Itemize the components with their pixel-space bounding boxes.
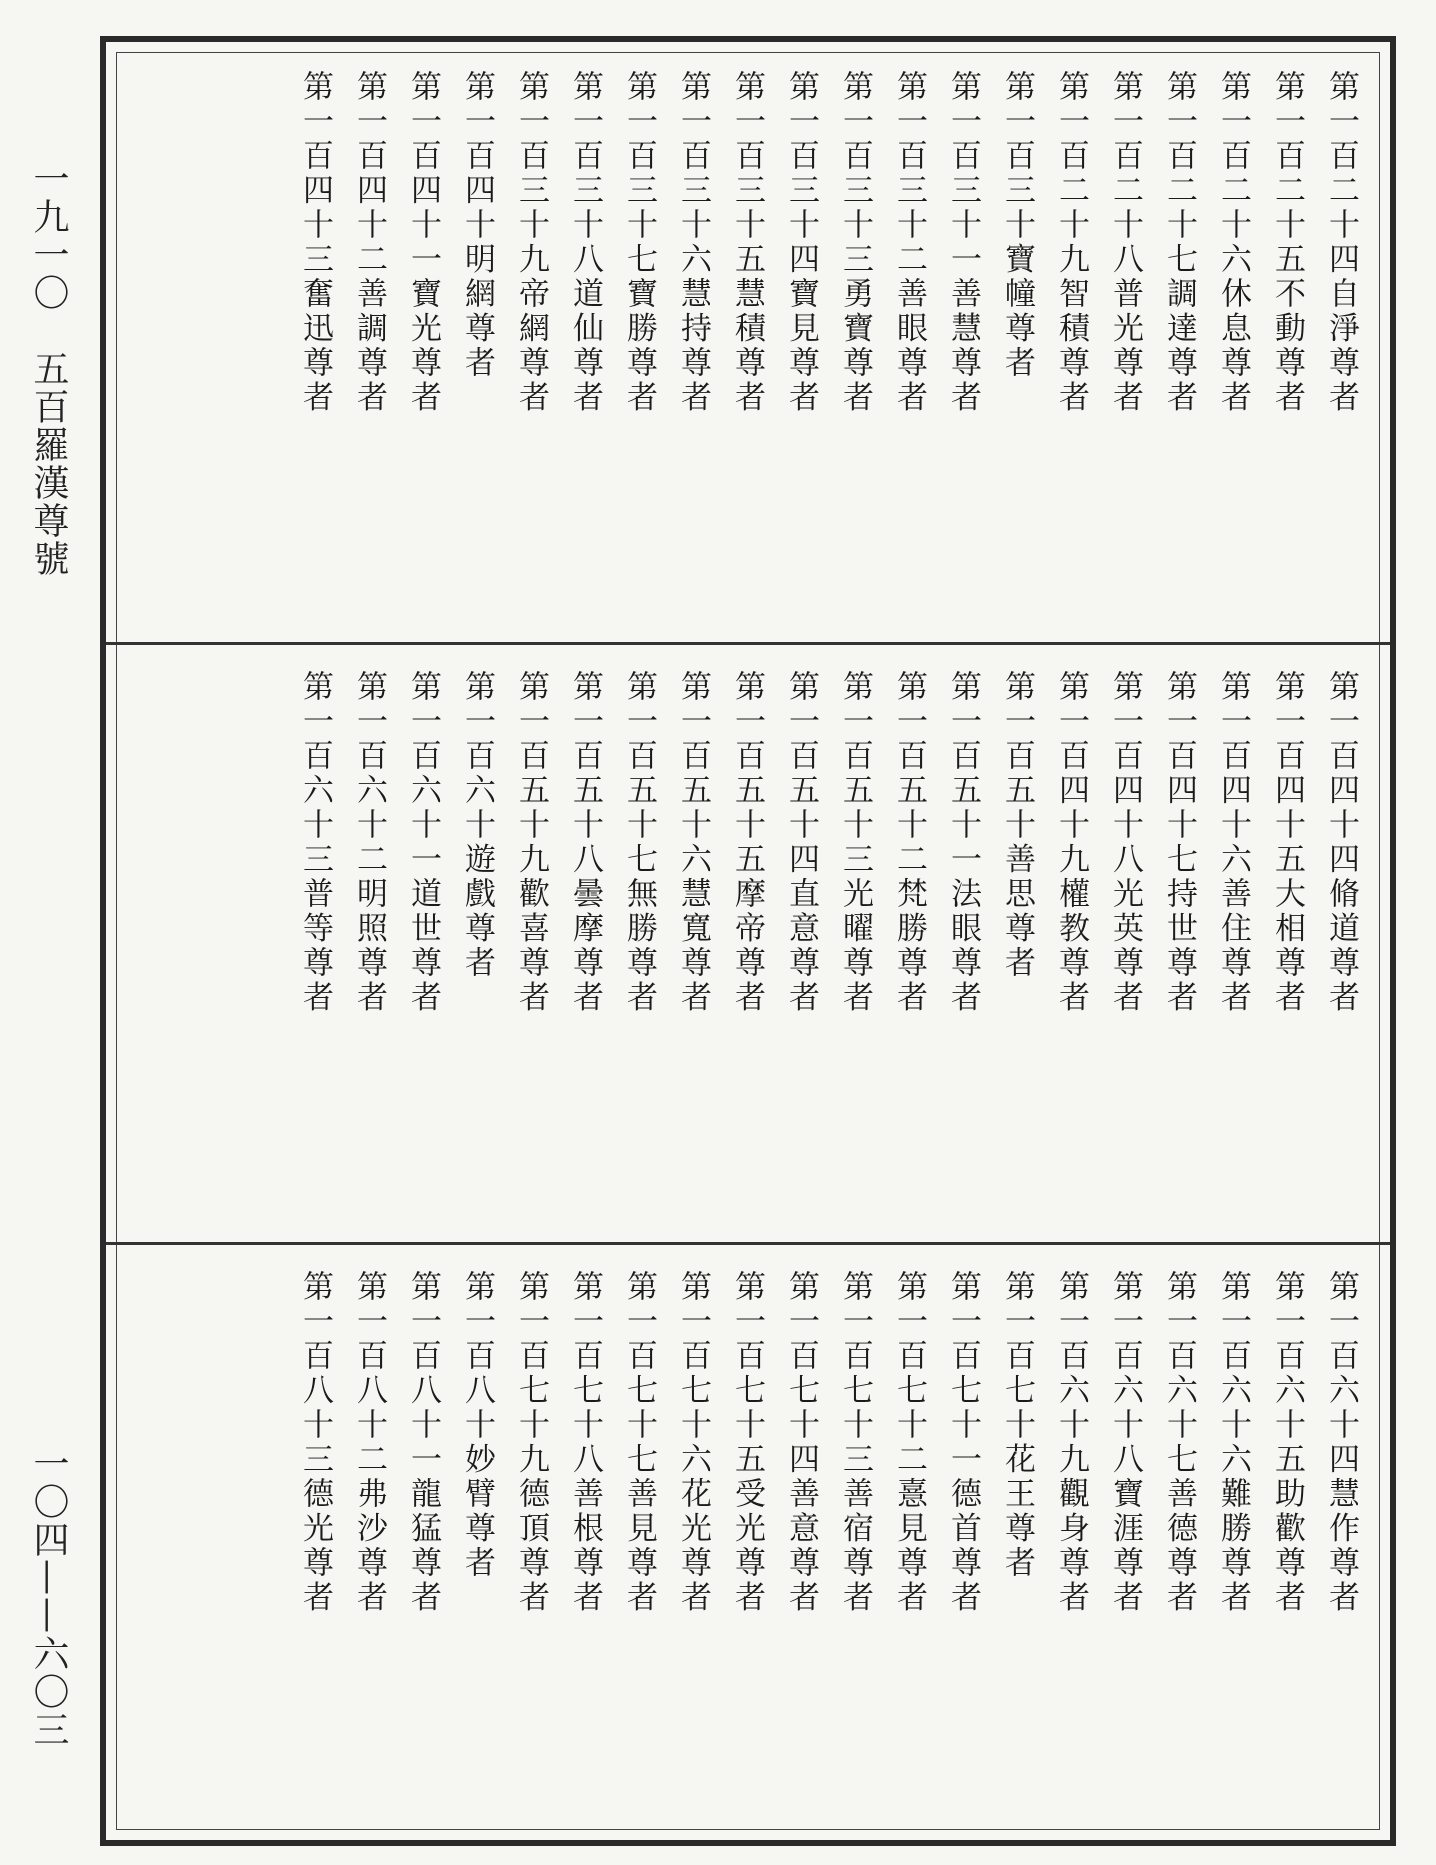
arhat-entry: 第一百六十一道世尊者 (405, 670, 441, 1015)
margin-page-number: 一〇四——六〇三 (28, 1445, 69, 1749)
arhat-entry: 第一百七十七善見尊者 (621, 1270, 657, 1615)
arhat-entry: 第一百三十六慧持尊者 (675, 70, 711, 415)
column-group (290, 670, 1366, 1230)
arhat-entry: 第一百三十二善眼尊者 (891, 70, 927, 415)
arhat-entry: 第一百四十四脩道尊者 (1323, 670, 1359, 1015)
register-top (110, 60, 1386, 630)
arhat-entry: 第一百五十三光曜尊者 (837, 670, 873, 1015)
arhat-entry: 第一百四十六善住尊者 (1215, 670, 1251, 1015)
arhat-entry: 第一百二十七調達尊者 (1161, 70, 1197, 415)
arhat-entry: 第一百三十八道仙尊者 (567, 70, 603, 415)
arhat-entry: 第一百八十妙臂尊者 (459, 1270, 495, 1581)
arhat-entry: 第一百三十寶幢尊者 (999, 70, 1035, 381)
arhat-entry: 第一百八十二弗沙尊者 (351, 1270, 387, 1615)
arhat-entry: 第一百六十四慧作尊者 (1323, 1270, 1359, 1615)
register-divider (106, 642, 1390, 645)
arhat-entry: 第一百六十五助歡尊者 (1269, 1270, 1305, 1615)
arhat-entry: 第一百七十八善根尊者 (567, 1270, 603, 1615)
arhat-entry: 第一百四十二善調尊者 (351, 70, 387, 415)
arhat-entry: 第一百七十六花光尊者 (675, 1270, 711, 1615)
arhat-entry: 第一百七十三善宿尊者 (837, 1270, 873, 1615)
arhat-entry: 第一百四十明網尊者 (459, 70, 495, 381)
arhat-entry: 第一百四十一寶光尊者 (405, 70, 441, 415)
arhat-entry: 第一百五十四直意尊者 (783, 670, 819, 1015)
arhat-entry: 第一百二十五不動尊者 (1269, 70, 1305, 415)
arhat-entry: 第一百六十六難勝尊者 (1215, 1270, 1251, 1615)
arhat-entry: 第一百五十二梵勝尊者 (891, 670, 927, 1015)
arhat-entry: 第一百五十一法眼尊者 (945, 670, 981, 1015)
arhat-entry: 第一百五十六慧寬尊者 (675, 670, 711, 1015)
arhat-entry: 第一百二十四自淨尊者 (1323, 70, 1359, 415)
register-bottom (110, 1260, 1386, 1830)
arhat-entry: 第一百二十八普光尊者 (1107, 70, 1143, 415)
margin-title: 一九一〇 五百羅漢尊號 (28, 160, 69, 578)
arhat-entry: 第一百四十八光英尊者 (1107, 670, 1143, 1015)
arhat-entry: 第一百四十三奮迅尊者 (297, 70, 333, 415)
arhat-entry: 第一百七十五受光尊者 (729, 1270, 765, 1615)
arhat-entry: 第一百二十九智積尊者 (1053, 70, 1089, 415)
arhat-entry: 第一百八十一龍猛尊者 (405, 1270, 441, 1615)
arhat-entry: 第一百二十六休息尊者 (1215, 70, 1251, 415)
arhat-entry: 第一百三十一善慧尊者 (945, 70, 981, 415)
arhat-entry: 第一百六十八寶涯尊者 (1107, 1270, 1143, 1615)
arhat-entry: 第一百七十二憙見尊者 (891, 1270, 927, 1615)
arhat-entry: 第一百六十九觀身尊者 (1053, 1270, 1089, 1615)
register-middle (110, 660, 1386, 1230)
arhat-entry: 第一百七十一德首尊者 (945, 1270, 981, 1615)
arhat-entry: 第一百三十七寶勝尊者 (621, 70, 657, 415)
arhat-entry: 第一百五十善思尊者 (999, 670, 1035, 981)
arhat-entry: 第一百七十四善意尊者 (783, 1270, 819, 1615)
arhat-entry: 第一百五十七無勝尊者 (621, 670, 657, 1015)
arhat-entry: 第一百四十九權教尊者 (1053, 670, 1089, 1015)
arhat-entry: 第一百三十四寶見尊者 (783, 70, 819, 415)
column-group (290, 70, 1366, 630)
register-divider (106, 1242, 1390, 1245)
column-group (290, 1270, 1366, 1830)
arhat-entry: 第一百五十八曇摩尊者 (567, 670, 603, 1015)
arhat-entry: 第一百四十七持世尊者 (1161, 670, 1197, 1015)
arhat-entry: 第一百三十三勇寶尊者 (837, 70, 873, 415)
arhat-entry: 第一百六十二明照尊者 (351, 670, 387, 1015)
arhat-entry: 第一百四十五大相尊者 (1269, 670, 1305, 1015)
arhat-entry: 第一百六十七善德尊者 (1161, 1270, 1197, 1615)
arhat-entry: 第一百六十遊戲尊者 (459, 670, 495, 981)
arhat-entry: 第一百五十九歡喜尊者 (513, 670, 549, 1015)
arhat-entry: 第一百七十九德頂尊者 (513, 1270, 549, 1615)
arhat-entry: 第一百三十五慧積尊者 (729, 70, 765, 415)
arhat-entry: 第一百六十三普等尊者 (297, 670, 333, 1015)
arhat-entry: 第一百八十三德光尊者 (297, 1270, 333, 1615)
arhat-entry: 第一百五十五摩帝尊者 (729, 670, 765, 1015)
arhat-entry: 第一百七十花王尊者 (999, 1270, 1035, 1581)
arhat-entry: 第一百三十九帝網尊者 (513, 70, 549, 415)
